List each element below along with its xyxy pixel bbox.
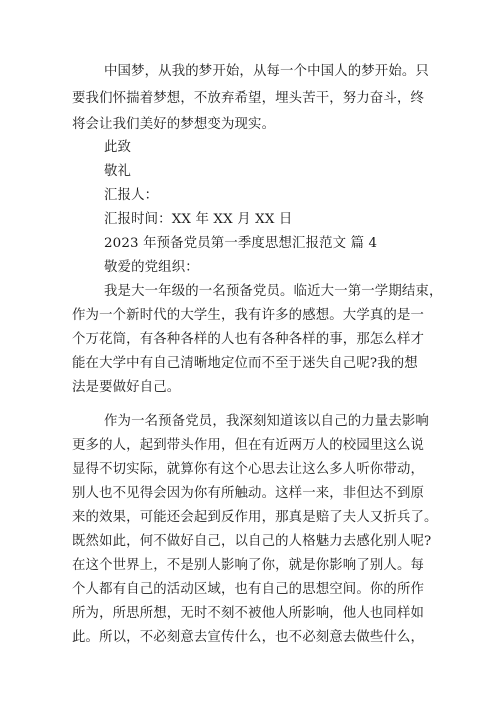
paragraph-line: 个万花筒，有各种各样的人也有各种各样的事，那怎么样才 (72, 332, 425, 347)
paragraph-line: 作为一个新时代的大学生，我有许多的感想。大学真的是一 (72, 308, 425, 323)
paragraph-line: 个人都有自己的活动区域，也有自己的思想空间。你的所作 (72, 582, 425, 597)
closing-salutation: 此致 (104, 140, 132, 155)
paragraph-line: 中国梦，从我的梦开始，从每一个中国人的梦开始。只 (104, 64, 429, 79)
paragraph-line: 能在大学中有自己清晰地定位而不至于迷失自己呢?我的想 (72, 356, 418, 371)
paragraph-line: 更多的人，起到带头作用，但在有近两万人的校园里这么说 (72, 438, 425, 453)
paragraph-line: 在这个世界上，不是别人影响了你，就是你影响了别人。每 (72, 558, 425, 573)
section-heading: 2023 年预备党员第一季度思想汇报范文 篇 4 (104, 236, 378, 251)
paragraph-line: 来的效果，可能还会起到反作用，那真是赔了夫人又折兵了。 (72, 510, 438, 525)
paragraph-line: 显得不切实际，就算你有这个心思去让这么多人听你带动， (72, 462, 425, 477)
reporter-label: 汇报人： (104, 188, 159, 203)
closing-regards: 敬礼 (104, 164, 132, 179)
greeting: 敬爱的党组织： (104, 260, 199, 275)
paragraph-line: 此。所以，不必刻意去宣传什么，也不必刻意去做些什么， (72, 630, 425, 645)
paragraph-line: 要我们怀揣着梦想，不放弃希望，埋头苦干，努力奋斗，终 (72, 91, 425, 106)
paragraph-line: 我是大一年级的一名预备党员。临近大一第一学期结束， (104, 284, 443, 299)
paragraph-line: 法是要做好自己。 (72, 380, 181, 395)
paragraph-line: 将会让我们美好的梦想变为现实。 (72, 117, 276, 132)
paragraph-line: 别人也不见得会因为你有所触动。这样一来，非但达不到原 (72, 486, 425, 501)
paragraph-line: 所为，所思所想，无时不刻不被他人所影响，他人也同样如 (72, 606, 425, 621)
paragraph-line: 作为一名预备党员，我深刻知道该以自己的力量去影响 (104, 414, 429, 429)
paragraph-line: 既然如此，何不做好自己，以自己的人格魅力去感化别人呢? (72, 534, 432, 549)
report-date: 汇报时间：XX 年 XX 月 XX 日 (104, 212, 293, 227)
